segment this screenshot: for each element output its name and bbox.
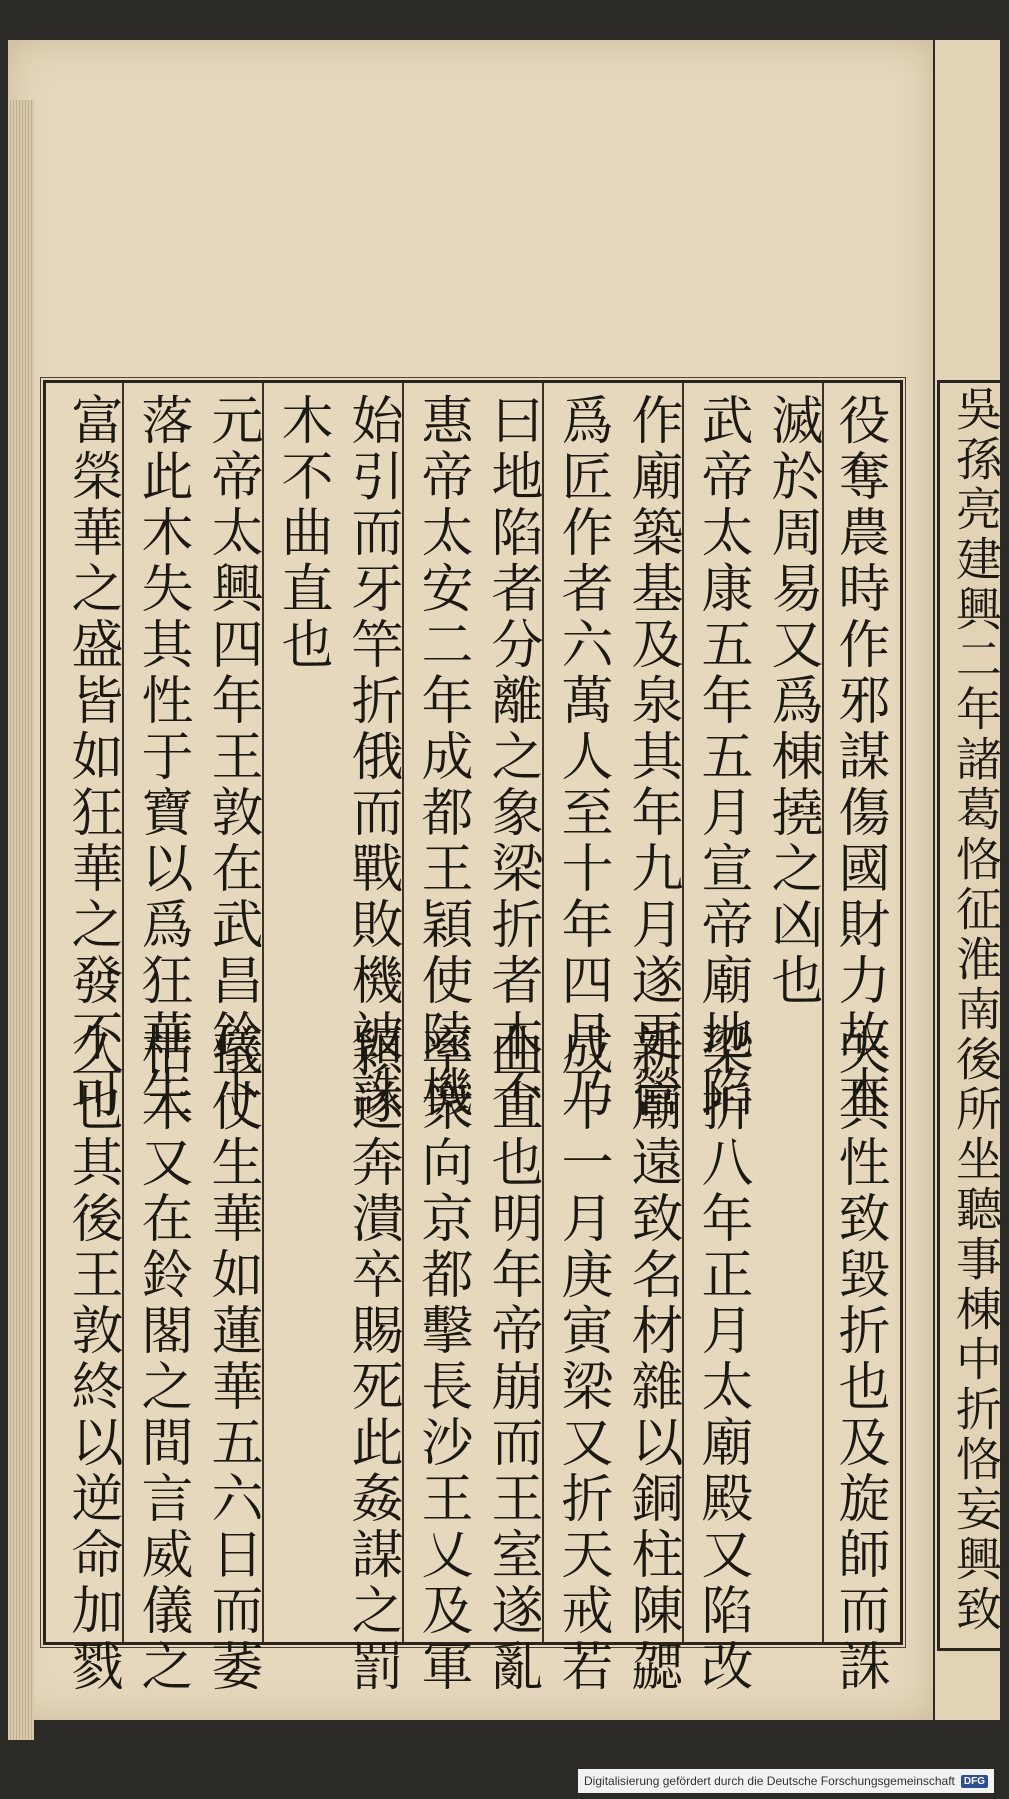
text-column-lower [342, 1023, 402, 1695]
column-upper: 富榮華之盛皆如狂華之發不可 [62, 393, 122, 1121]
text-column [482, 393, 542, 1121]
column-lower: 失其性致毀折也及旋師而誅 [829, 1023, 889, 1695]
column-upper: 木不曲直也 [272, 393, 332, 673]
text-column [342, 393, 402, 1121]
text-column-lower [829, 1023, 889, 1695]
column-upper: 元帝太興四年王敦在武昌鈴下 [202, 393, 262, 1121]
text-column [62, 393, 122, 1121]
text-column-lower [132, 1023, 192, 1695]
column-lower: 儀仗生華如蓮華五六日而萎 [202, 1023, 262, 1695]
dfg-logo-icon: DFG [961, 1775, 988, 1788]
text-column [132, 393, 192, 1121]
column-lower: 新廟遠致名材雜以銅柱陳勰 [622, 1023, 682, 1695]
column-upper: 役奪農時作邪謀傷國財力故木 [829, 393, 889, 1121]
text-column-lower [412, 1023, 472, 1695]
text-column [622, 393, 682, 1121]
text-column [692, 393, 752, 1121]
column-upper: 爲匠作者六萬人至十年四月乃 [552, 393, 612, 1121]
footer-text: Digitalisierung gefördert durch die Deutsche Forschungsgemeinschaft [584, 1774, 955, 1788]
column-upper: 惠帝太安二年成都王穎使陸機 [412, 393, 472, 1121]
text-column-lower [62, 1023, 122, 1695]
text-column [412, 393, 472, 1121]
column-lower: 成十一月庚寅梁又折天戒若 [552, 1023, 612, 1695]
text-column [762, 393, 822, 1638]
column-upper: 曰地陷者分離之象梁折者木不 [482, 393, 542, 1121]
facing-page [935, 40, 1003, 1720]
text-column [202, 393, 262, 1121]
page-stack-edge [8, 100, 34, 1740]
text-column [552, 393, 612, 1121]
text-column-lower [622, 1023, 682, 1695]
text-frame [43, 380, 903, 1695]
column-lower: 久也其後王敦終以逆命加戮 [62, 1023, 122, 1695]
text-column [829, 393, 889, 1121]
text-columns [46, 383, 900, 1695]
text-column [272, 393, 332, 1638]
text-column-lower [552, 1023, 612, 1695]
digitization-footer [578, 1769, 994, 1793]
column-lower: 曲直也明年帝崩而王室遂亂 [482, 1023, 542, 1695]
column-upper: 滅於周易又爲棟撓之凶也 [762, 393, 822, 1009]
column-lower: 枯木又在鈴閣之間言威儀之 [132, 1023, 192, 1695]
column-upper: 武帝太康五年五月宣帝廟地陷 [692, 393, 752, 1121]
text-column-lower [482, 1023, 542, 1695]
column-lower: 梁折八年正月太廟殿又陷改 [692, 1023, 752, 1695]
column-upper: 作廟築基及泉其年九月遂更營 [622, 393, 682, 1121]
book-page [8, 40, 933, 1720]
column-lower: 穎遂奔潰卒賜死此姦謀之罰 [342, 1023, 402, 1695]
column-upper: 始引而牙竿折俄而戰敗機被誅 [342, 393, 402, 1121]
column-upper: 落此木失其性于寶以爲狂華生 [132, 393, 192, 1121]
column-lower: 率衆向京都擊長沙王乂及軍 [412, 1023, 472, 1695]
text-column-lower [692, 1023, 752, 1695]
facing-page-column: 吳孫亮建興二年諸葛恪征淮南後所坐聽事棟中折恪妄興致 [949, 385, 1003, 1635]
text-column-lower [202, 1023, 262, 1695]
